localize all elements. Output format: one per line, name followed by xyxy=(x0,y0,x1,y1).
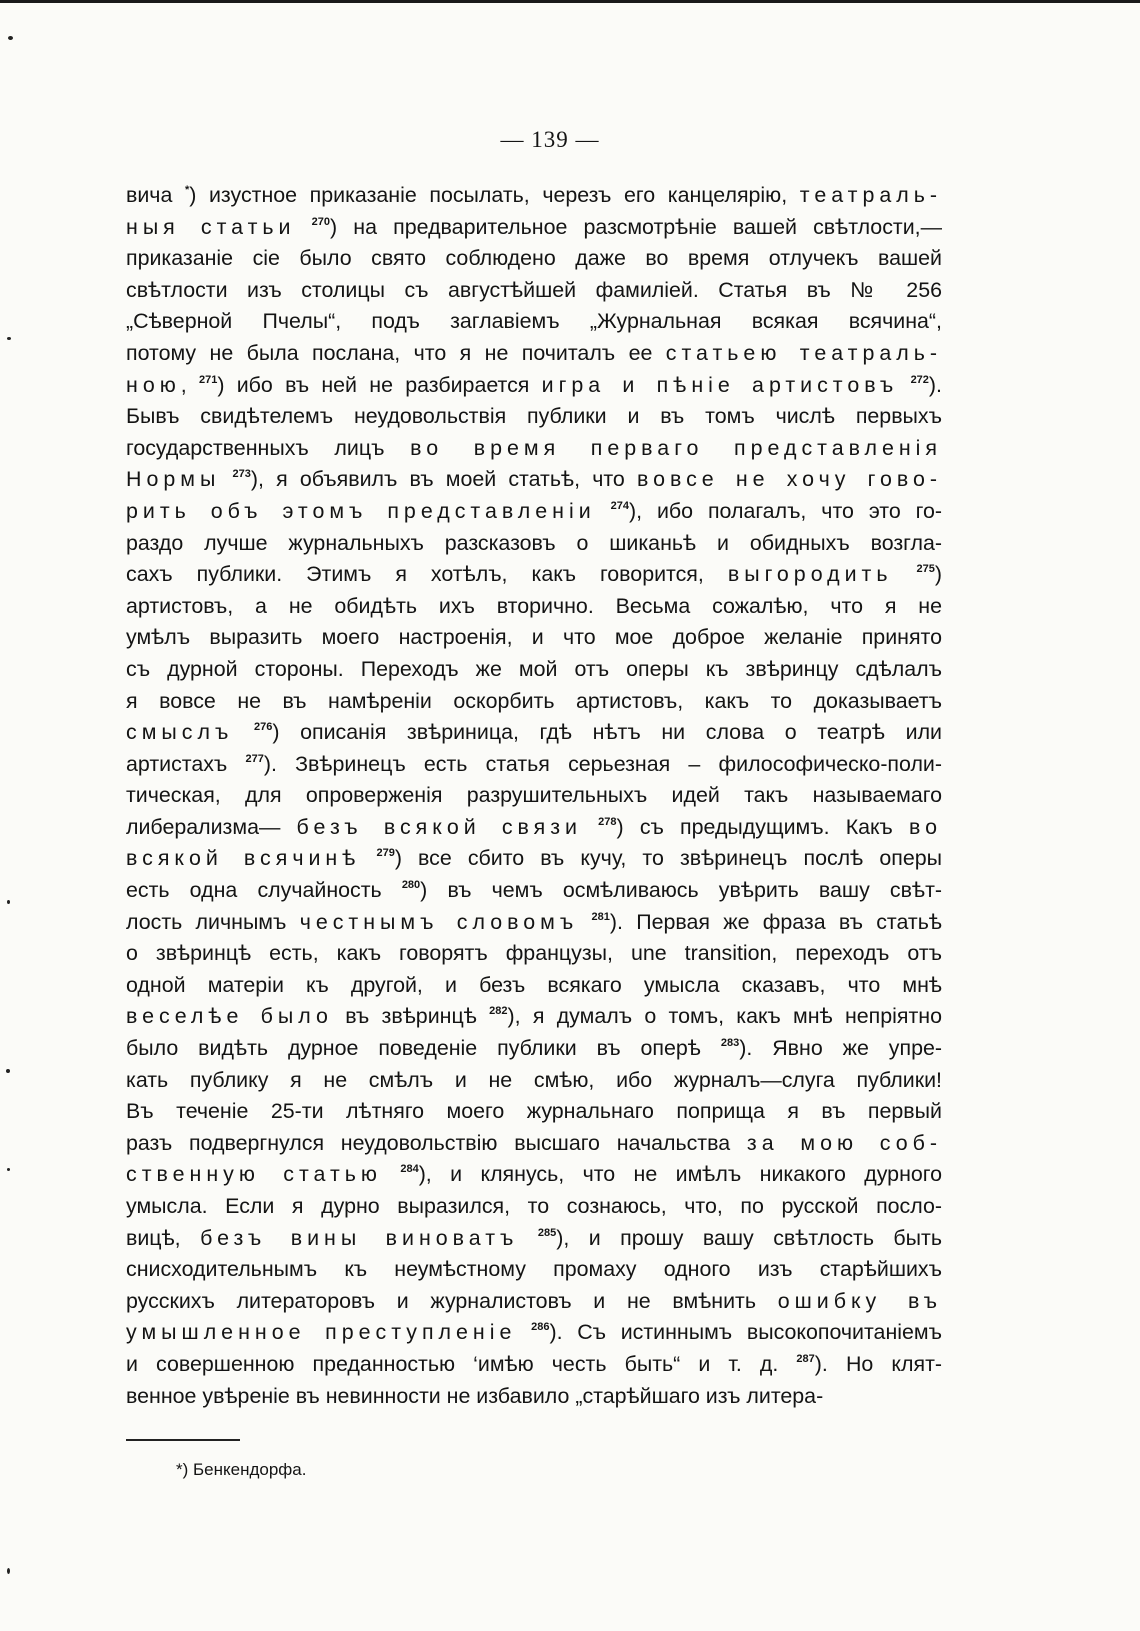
spaced-emphasis: безъ вины виноватъ xyxy=(200,1225,519,1250)
page-number: — 139 — xyxy=(500,127,600,152)
text-line: свѣтлости изъ столицы съ августѣйшей фамиліей. Статья въ № 256 xyxy=(126,277,942,302)
text-line: венное увѣреніе въ невинности не избавило „старѣйшаго изъ литера- xyxy=(126,1383,824,1408)
scan-speck xyxy=(7,337,11,340)
spaced-emphasis: ошибку въ xyxy=(777,1288,942,1313)
text-line: артистахъ $^{277}$). Звѣринецъ есть статья серьезная – философическо-поли- xyxy=(126,751,942,776)
text-line: я вовсе не въ намѣреніи оскорбить артистовъ, какъ то доказываетъ xyxy=(126,688,942,713)
footnote-ref: 276 xyxy=(253,721,273,734)
footnote-ref: 280 xyxy=(401,879,421,892)
spaced-emphasis: безъ всякой связи xyxy=(296,814,582,839)
footnote-ref: 281 xyxy=(591,910,610,923)
spaced-emphasis: театраль- xyxy=(799,183,942,207)
scan-speck xyxy=(7,1568,10,1574)
footnote-ref: * xyxy=(184,184,190,196)
scan-speck xyxy=(6,1069,10,1073)
text-line: либерализма— безъ всякой связи $^{278}$) съ предыдущимъ. Какъ во xyxy=(126,814,942,839)
footnote-ref: 284 xyxy=(400,1163,419,1176)
footnote-ref: 275 xyxy=(916,563,935,576)
footnote-ref: 272 xyxy=(910,373,929,386)
spaced-emphasis: во время перваго представленія xyxy=(410,435,942,460)
spaced-emphasis: ственную статью xyxy=(126,1162,382,1187)
footnote-ref: 279 xyxy=(376,847,395,860)
text-line: кать публику я не смѣлъ и не смѣю, ибо журналъ—слуга публики! xyxy=(126,1067,942,1092)
footnote-ref: 282 xyxy=(489,1005,508,1018)
text-line: русскихъ литераторовъ и журналистовъ и не вмѣнить ошибку въ xyxy=(126,1288,942,1313)
spaced-emphasis: статьею театраль- xyxy=(665,340,942,365)
footnote-ref: 287 xyxy=(796,1352,815,1365)
text-line: вицѣ, безъ вины виноватъ $^{285}$), и прошу вашу свѣтлость быть xyxy=(126,1225,942,1250)
text-line: одной матеріи къ другой, и безъ всякаго умысла сказавъ, что мнѣ xyxy=(126,972,942,997)
footnote-ref: 273 xyxy=(232,468,251,481)
spaced-emphasis: ною xyxy=(126,372,181,397)
spaced-emphasis: во xyxy=(908,814,942,839)
text-line: смыслъ $^{276}$) описанія звѣриница, гдѣ нѣтъ ни слова о театрѣ или xyxy=(126,720,942,745)
text-line: ныя статьи $^{270}$) на предварительное разсмотрѣніе вашей свѣтлости,— xyxy=(126,214,942,239)
text-line: Въ теченіе 25-ти лѣтняго моего журнальнаго поприща я въ первый xyxy=(126,1099,942,1124)
footnote-ref: 285 xyxy=(537,1226,557,1239)
footnote-ref: 277 xyxy=(245,752,264,765)
text-line: ною, $^{271}$) ибо въ ней не разбирается игра и пѣніе артистовъ $^{272}$). xyxy=(126,372,942,397)
text-line: лость личнымъ честнымъ словомъ $^{281}$). Первая же фраза въ статьѣ xyxy=(126,909,942,934)
text-line: приказаніе сіе было свято соблюдено даже во время отлучекъ вашей xyxy=(126,246,942,271)
scan-speck xyxy=(7,900,10,904)
text-line: умѣлъ выразить моего настроенія, и что мое доброе желаніе принято xyxy=(126,625,942,650)
text-line: вича *) изустное приказаніе посылать, черезъ его канцелярію, театраль- xyxy=(126,183,942,207)
spaced-emphasis: умышленное преступленіе xyxy=(126,1320,517,1345)
spaced-emphasis: рить объ этомъ представленіи xyxy=(126,498,596,523)
footnote-ref: 274 xyxy=(610,499,629,512)
footnote-ref: 286 xyxy=(531,1321,550,1334)
text-line: умысла. Если я дурно выразился, то сознаюсь, что, по русской посло- xyxy=(126,1194,942,1218)
footnote-rule xyxy=(126,1439,240,1441)
text-line: „Сѣверной Пчелы“, подъ заглавіемъ „Журнальная всякая всячина“, xyxy=(126,309,942,334)
spaced-emphasis: всякой всячинѣ xyxy=(126,846,361,871)
text-line: всякой всячинѣ $^{279}$) все сбито въ кучу, то звѣринецъ послѣ оперы xyxy=(126,846,942,871)
footnote-ref: 283 xyxy=(720,1037,740,1050)
text-line: есть одна случайность $^{280}$) въ чемъ осмѣливаюсь увѣрить вашу свѣт- xyxy=(126,878,942,903)
footnote-ref: 271 xyxy=(198,373,218,386)
top-border xyxy=(0,0,1140,3)
footnote-ref: 270 xyxy=(311,215,331,228)
text-line: было видѣть дурное поведеніе публики въ оперѣ $^{283}$). Явно же упре- xyxy=(126,1036,942,1061)
text-line: умышленное преступленіе $^{286}$). Съ истиннымъ высокопочитаніемъ xyxy=(126,1320,942,1345)
text-line: и совершенною преданностью ‘имѣю честь быть“ и т. д. $^{287}$). Но клят- xyxy=(126,1351,942,1376)
spaced-emphasis: смыслъ xyxy=(126,720,234,745)
text-line: раздо лучше журнальныхъ разсказовъ о шиканьѣ и обидныхъ возгла- xyxy=(126,530,942,555)
text-line: о звѣринцѣ есть, какъ говорятъ французы, une transition, переходъ отъ xyxy=(126,941,942,966)
text-line: тическая, для опроверженія разрушительныхъ идей такъ называемаго xyxy=(126,783,942,808)
text-line: ственную статью $^{284}$), и клянусь, что не имѣлъ никакого дурного xyxy=(126,1162,942,1187)
text-line: съ дурной стороны. Переходъ же мой отъ оперы къ звѣринцу сдѣлалъ xyxy=(126,656,942,681)
spaced-emphasis: Нормы xyxy=(126,467,221,492)
footnote: *) Бенкендорфа. xyxy=(176,1460,307,1479)
spaced-emphasis: за мою соб- xyxy=(746,1130,942,1155)
text-line: разъ подвергнулся неудовольствію высшаго начальства за мою соб- xyxy=(126,1130,942,1155)
spaced-emphasis: ныя статьи xyxy=(126,214,296,239)
spaced-emphasis: веселѣе было xyxy=(126,1004,333,1029)
text-line: рить объ этомъ представленіи $^{274}$), ибо полагалъ, что это го- xyxy=(126,498,942,523)
spaced-emphasis: игра и пѣніе артистовъ xyxy=(541,372,899,397)
scan-speck xyxy=(8,36,13,40)
spaced-emphasis: выгородить xyxy=(727,562,893,587)
text-line: артистовъ, а не обидѣть ихъ вторично. Весьма сожалѣю, что я не xyxy=(126,593,942,618)
spaced-emphasis: честнымъ словомъ xyxy=(299,909,579,934)
text-line: веселѣе было въ звѣринцѣ $^{282}$), я думалъ о томъ, какъ мнѣ непріятно xyxy=(126,1004,942,1029)
text-line: Нормы $^{273}$), я объявилъ въ моей статьѣ, что вовсе не хочу гово- xyxy=(126,467,942,492)
text-line: потому не была послана, что я не почиталъ ее статьею театраль- xyxy=(126,340,942,365)
footnote-ref: 278 xyxy=(598,815,617,828)
body-text xyxy=(126,180,942,1412)
scan-speck xyxy=(7,1168,10,1171)
spaced-emphasis: вовсе не хочу гово- xyxy=(636,467,942,492)
text-line: снисходительнымъ къ неумѣстному промаху одного изъ старѣйшихъ xyxy=(126,1257,942,1282)
text-line: государственныхъ лицъ во время перваго представленія xyxy=(126,435,942,460)
text-line: Бывъ свидѣтелемъ неудовольствія публики и въ томъ числѣ первыхъ xyxy=(126,404,942,429)
text-line: сахъ публики. Этимъ я хотѣлъ, какъ говорится, выгородить $^{275}$) xyxy=(126,562,942,587)
